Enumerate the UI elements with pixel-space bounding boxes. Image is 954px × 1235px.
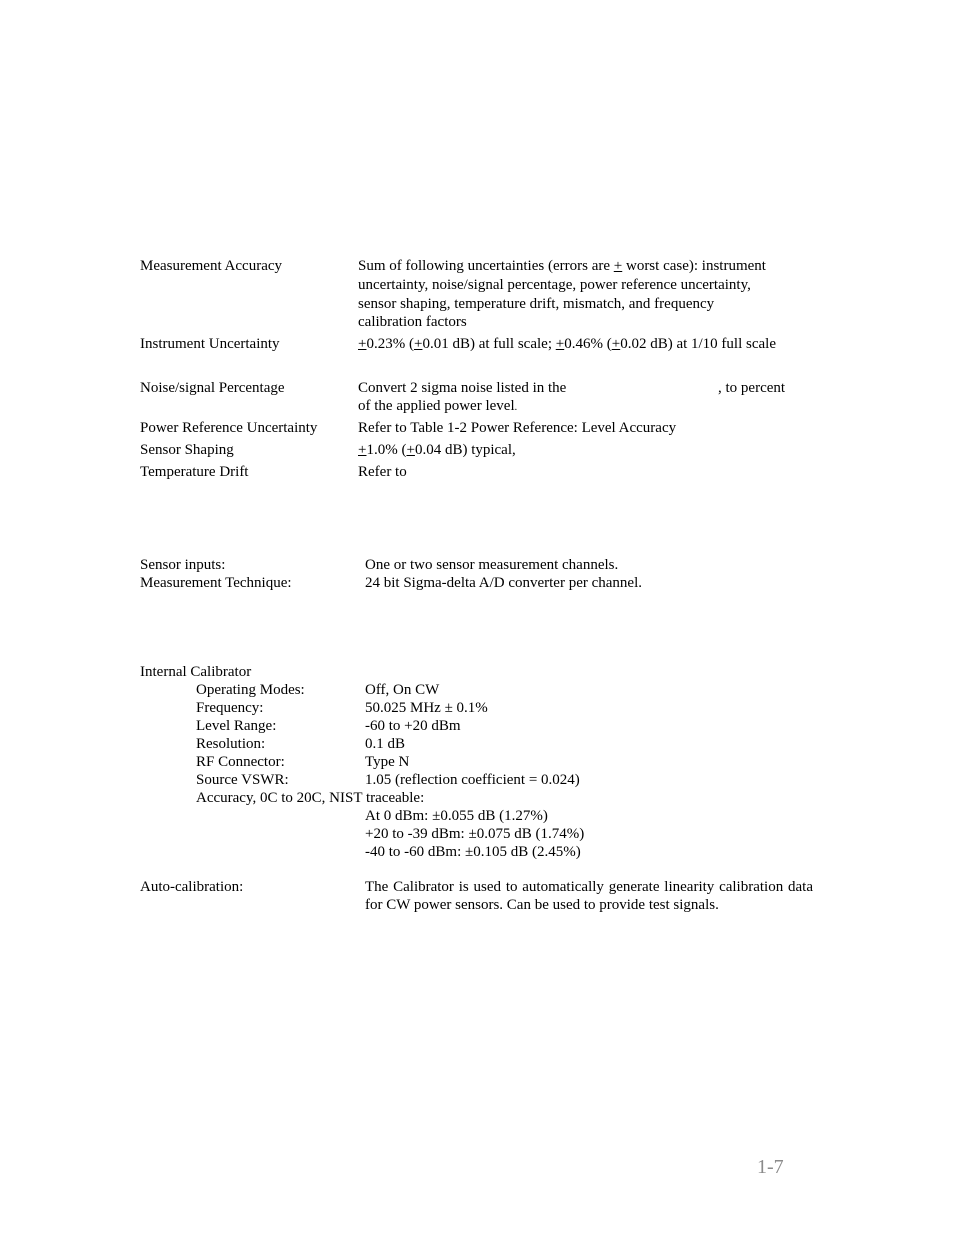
calibrator-row-label: Resolution: xyxy=(196,736,266,752)
noise-signal-line-1a: Convert 2 sigma noise listed in the xyxy=(358,380,567,396)
calibrator-accuracy-row: -40 to -60 dBm: ±0.105 dB (2.45%) xyxy=(365,844,581,860)
plus-minus-sign: + xyxy=(613,258,623,274)
page-number: 1-7 xyxy=(757,1156,784,1178)
plus-minus-sign: + xyxy=(413,336,423,352)
noise-signal-line-2 xyxy=(358,397,517,417)
text-segment: 0.46% ( xyxy=(564,336,612,352)
noise-signal-line-1b: , to percent xyxy=(718,380,786,396)
calibrator-accuracy-row: At 0 dBm: ±0.055 dB (1.27%) xyxy=(365,808,548,824)
sensor-inputs-value: One or two sensor measurement channels. xyxy=(365,557,619,573)
sensor-inputs-label: Sensor inputs: xyxy=(140,557,226,573)
instrument-uncertainty-label: Instrument Uncertainty xyxy=(140,336,280,352)
calibrator-row-label: Operating Modes: xyxy=(196,682,305,698)
text-segment: Sum of following uncertainties (errors are xyxy=(358,258,614,274)
calibrator-row-label: Frequency: xyxy=(196,700,264,716)
measurement-accuracy-label: Measurement Accuracy xyxy=(140,258,283,274)
text-segment: 0.02 dB) at 1/10 full scale xyxy=(620,336,776,352)
measurement-accuracy-line-1 xyxy=(358,257,766,275)
measurement-accuracy-line-2: uncertainty, noise/signal percentage, power reference uncertainty, xyxy=(358,277,751,293)
measurement-technique-value: 24 bit Sigma-delta A/D converter per channel. xyxy=(365,575,642,591)
measurement-technique-label: Measurement Technique: xyxy=(140,575,292,591)
text-segment: 0.01 dB) at full scale; xyxy=(422,336,556,352)
calibrator-row-value: Type N xyxy=(365,754,410,770)
calibrator-row-value: 50.025 MHz ± 0.1% xyxy=(365,700,488,716)
measurement-accuracy-line-4: calibration factors xyxy=(358,314,467,330)
instrument-uncertainty-value xyxy=(358,335,776,353)
calibrator-row-label: Source VSWR: xyxy=(196,772,289,788)
text-segment: 0.04 dB) typical, xyxy=(414,442,516,458)
calibrator-row-label: Level Range: xyxy=(196,718,277,734)
measurement-accuracy-line-3: sensor shaping, temperature drift, mismatch, and frequency xyxy=(358,296,715,312)
calibrator-accuracy-row: +20 to -39 dBm: ±0.075 dB (1.74%) xyxy=(365,826,585,842)
plus-minus-sign: + xyxy=(611,336,621,352)
text-segment: worst case): instrument xyxy=(622,258,766,274)
autocal-label: Auto-calibration: xyxy=(140,879,244,895)
autocal-value: The Calibrator is used to automatically generate linearity calibration data for CW power sensors. Can be used to provide test signals. xyxy=(365,879,813,913)
temperature-drift-value: Refer to xyxy=(358,464,407,480)
calibrator-row-label: RF Connector: xyxy=(196,754,285,770)
power-reference-label: Power Reference Uncertainty xyxy=(140,420,318,436)
calibrator-row-value: -60 to +20 dBm xyxy=(365,718,461,734)
text-segment: of the applied power level xyxy=(358,398,515,414)
noise-signal-label: Noise/signal Percentage xyxy=(140,380,285,396)
plus-minus-sign: + xyxy=(555,336,565,352)
temperature-drift-label: Temperature Drift xyxy=(140,464,249,480)
plus-minus-sign: + xyxy=(406,442,415,458)
calibrator-row-value: Off, On CW xyxy=(365,682,440,698)
power-reference-value: Refer to Table 1-2 Power Reference: Level Accuracy xyxy=(358,420,677,436)
calibrator-row-value: 0.1 dB xyxy=(365,736,406,752)
text-segment: . xyxy=(514,402,518,413)
plus-minus-sign: + xyxy=(358,442,367,458)
calibrator-row-value: 1.05 (reflection coefficient = 0.024) xyxy=(365,772,580,788)
text-segment: 1.0% ( xyxy=(366,442,407,458)
text-segment: 0.23% ( xyxy=(366,336,414,352)
calibrator-accuracy-label: Accuracy, 0C to 20C, NIST traceable: xyxy=(196,790,425,806)
calibrator-title: Internal Calibrator xyxy=(140,664,252,680)
sensor-shaping-value xyxy=(358,441,516,459)
sensor-shaping-label: Sensor Shaping xyxy=(140,442,234,458)
plus-minus-sign: + xyxy=(358,336,367,352)
